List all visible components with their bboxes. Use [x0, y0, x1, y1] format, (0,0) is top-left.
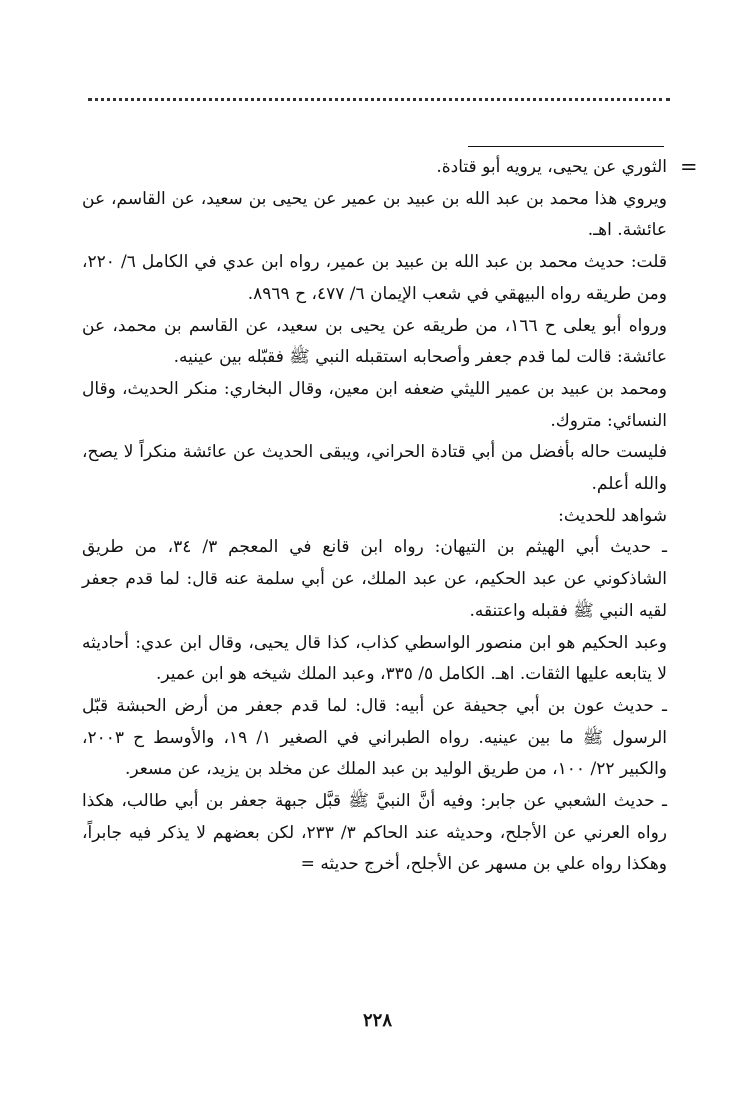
section-heading: شواهد للحديث: — [558, 505, 667, 526]
paragraph: وعبد الحكيم هو ابن منصور الواسطي كذاب، كذا قال يحيى، وقال ابن عدي: أحاديثه لا يتابعه عليها الثقات. اهـ. الكامل ٥/ ٣٣٥، وعبد الملك شيخه هو ابن عمير. — [82, 632, 667, 685]
end-mark: = — [300, 854, 315, 875]
paragraph: ومحمد بن عبيد بن عمير الليثي ضعفه ابن معين، وقال البخاري: منكر الحديث، وقال النسائي: متروك. — [82, 378, 667, 431]
paragraph: ـ حديث أبي الهيثم بن التيهان: رواه ابن قانع في المعجم ٣/ ٣٤، من طريق الشاذكوني عن عبد الحكيم، عن عبد الملك، عن أبي سلمة عنه قال: لما قدم جعفر لقيه النبي ﷺ فقبله واعتنقه. — [82, 537, 667, 621]
footnote-text — [82, 152, 667, 881]
paragraph-last — [82, 786, 667, 881]
continuation-mark: = — [680, 155, 698, 179]
footnote-separator-rule — [468, 146, 664, 147]
header-dotted-rule — [88, 98, 670, 101]
paragraph: ـ حديث عون بن أبي جحيفة عن أبيه: قال: لما قدم جعفر من أرض الحبشة قبّل الرسول ﷺ ما بين عينيه. رواه الطبراني في الصغير ١/ ١٩، والأوسط ح ٢٠٠٣، والكبير ٢٢/ ١٠٠، من طريق الوليد بن عبد الملك عن مخلد بن يزيد، عن مسعر. — [82, 695, 668, 780]
paragraph: ويروي هذا محمد بن عبد الله بن عبيد بن عمير عن يحيى بن سعيد، عن القاسم، عن عائشة. اهـ. — [82, 188, 667, 241]
paragraph-last-text: ـ حديث الشعبي عن جابر: وفيه أنَّ النبيَّ ﷺ قبَّل جبهة جعفر بن أبي طالب، هكذا رواه العرني عن الأجلح، وحديثه عند الحاكم ٣/ ٢٣٣، لكن بعضهم لا يذكر فيه جابراً، وهكذا رواه علي بن مسهر عن الأجلح، أخرج حديثه — [82, 791, 667, 875]
paragraph: ورواه أبو يعلى ح ١٦٦، من طريقه عن يحيى بن سعيد، عن القاسم بن محمد، عن عائشة: قالت لما قدم جعفر وأصحابه استقبله النبي ﷺ فقبّله بين عينيه. — [82, 315, 667, 368]
page-number: ٢٢٨ — [362, 1010, 392, 1031]
paragraph: قلت: حديث محمد بن عبد الله بن عبيد بن عمير، رواه ابن عدي في الكامل ٦/ ٢٢٠، ومن طريقه رواه البيهقي في شعب الإيمان ٦/ ٤٧٧، ح ٨٩٦٩. — [82, 252, 668, 304]
paragraph: فليست حاله بأفضل من أبي قتادة الحراني، ويبقى الحديث عن عائشة منكراً لا يصح، والله أعلم. — [82, 442, 667, 495]
paragraph: الثوري عن يحيى، يرويه أبو قتادة. — [436, 157, 667, 177]
